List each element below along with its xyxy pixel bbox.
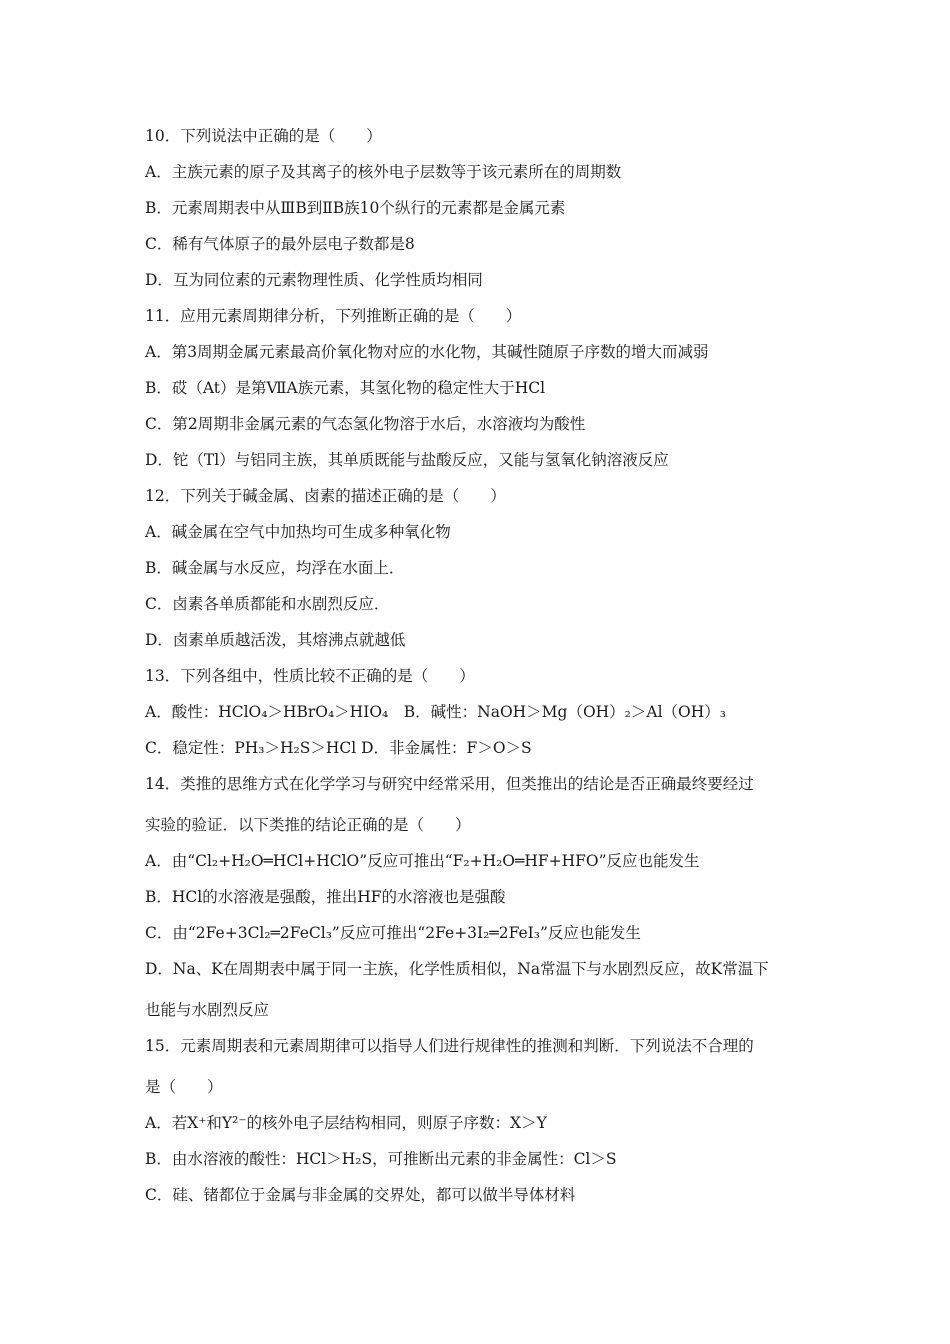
question-14-stem-line-2: 实验的验证．以下类推的结论正确的是（ ） <box>145 816 471 834</box>
question-10-option-d: D．互为同位素的元素物理性质、化学性质均相同 <box>145 271 483 289</box>
question-11-option-c: C．第2周期非金属元素的气态氢化物溶于水后，水溶液均为酸性 <box>145 415 586 433</box>
question-10-option-a: A．主族元素的原子及其离子的核外电子层数等于该元素所在的周期数 <box>145 163 622 181</box>
question-12-option-c: C．卤素各单质都能和水剧烈反应． <box>145 595 390 613</box>
question-14-option-d-cont: 也能与水剧烈反应 <box>145 1001 270 1019</box>
question-10-option-c: C．稀有气体原子的最外层电子数都是8 <box>145 235 415 253</box>
question-13-option-cd: C．稳定性：PH₃＞H₂S＞HCl D．非金属性：F＞O＞S <box>145 739 532 757</box>
question-13-stem: 13．下列各组中，性质比较不正确的是（ ） <box>145 667 475 685</box>
question-15-option-c: C．硅、锗都位于金属与非金属的交界处，都可以做半导体材料 <box>145 1186 576 1204</box>
question-15-option-b: B．由水溶液的酸性：HCl＞H₂S，可推断出元素的非金属性：Cl＞S <box>145 1150 617 1168</box>
question-11-option-a: A．第3周期金属元素最高价氧化物对应的水化物，其碱性随原子序数的增大而减弱 <box>145 343 709 361</box>
question-11-option-d: D．铊（Tl）与铝同主族，其单质既能与盐酸反应，又能与氢氧化钠溶液反应 <box>145 451 669 469</box>
question-11-stem: 11．应用元素周期律分析，下列推断正确的是（ ） <box>145 307 522 325</box>
question-15-stem-line-1: 15．元素周期表和元素周期律可以指导人们进行规律性的推测和判断．下列说法不合理的 <box>145 1037 754 1055</box>
question-14-option-d: D．Na、K在周期表中属于同一主族，化学性质相似，Na常温下与水剧烈反应，故K常温下 <box>145 960 769 978</box>
question-13-option-ab: A．酸性：HClO₄＞HBrO₄＞HIO₄ B．碱性：NaOH＞Mg（OH）₂＞Al（OH）₃ <box>145 703 726 721</box>
question-10-stem: 10．下列说法中正确的是（ ） <box>145 127 382 145</box>
question-14-option-c: C．由“2Fe+3Cl₂═2FeCl₃”反应可推出“2Fe+3I₂═2FeI₃”反应也能发生 <box>145 924 641 942</box>
question-10-option-b: B．元素周期表中从ⅢB到ⅡB族10个纵行的元素都是金属元素 <box>145 199 566 217</box>
question-12-option-d: D．卤素单质越活泼，其熔沸点就越低 <box>145 631 406 649</box>
question-15-stem-line-2: 是（ ） <box>145 1078 223 1096</box>
question-14-stem-line-1: 14．类推的思维方式在化学学习与研究中经常采用，但类推出的结论是否正确最终要经过 <box>145 775 754 793</box>
question-14-option-b: B．HCl的水溶液是强酸，推出HF的水溶液也是强酸 <box>145 888 506 906</box>
question-12-stem: 12．下列关于碱金属、卤素的描述正确的是（ ） <box>145 487 506 505</box>
question-12-option-b: B．碱金属与水反应，均浮在水面上． <box>145 559 405 577</box>
question-12-option-a: A．碱金属在空气中加热均可生成多种氧化物 <box>145 523 451 541</box>
question-15-option-a: A．若X⁺和Y²⁻的核外电子层结构相同，则原子序数：X＞Y <box>145 1114 547 1132</box>
question-14-option-a: A．由“Cl₂+H₂O═HCl+HClO”反应可推出“F₂+H₂O═HF+HFO”反应也能发生 <box>145 852 700 870</box>
question-11-option-b: B．砹（At）是第ⅦA族元素，其氢化物的稳定性大于HCl <box>145 379 546 397</box>
